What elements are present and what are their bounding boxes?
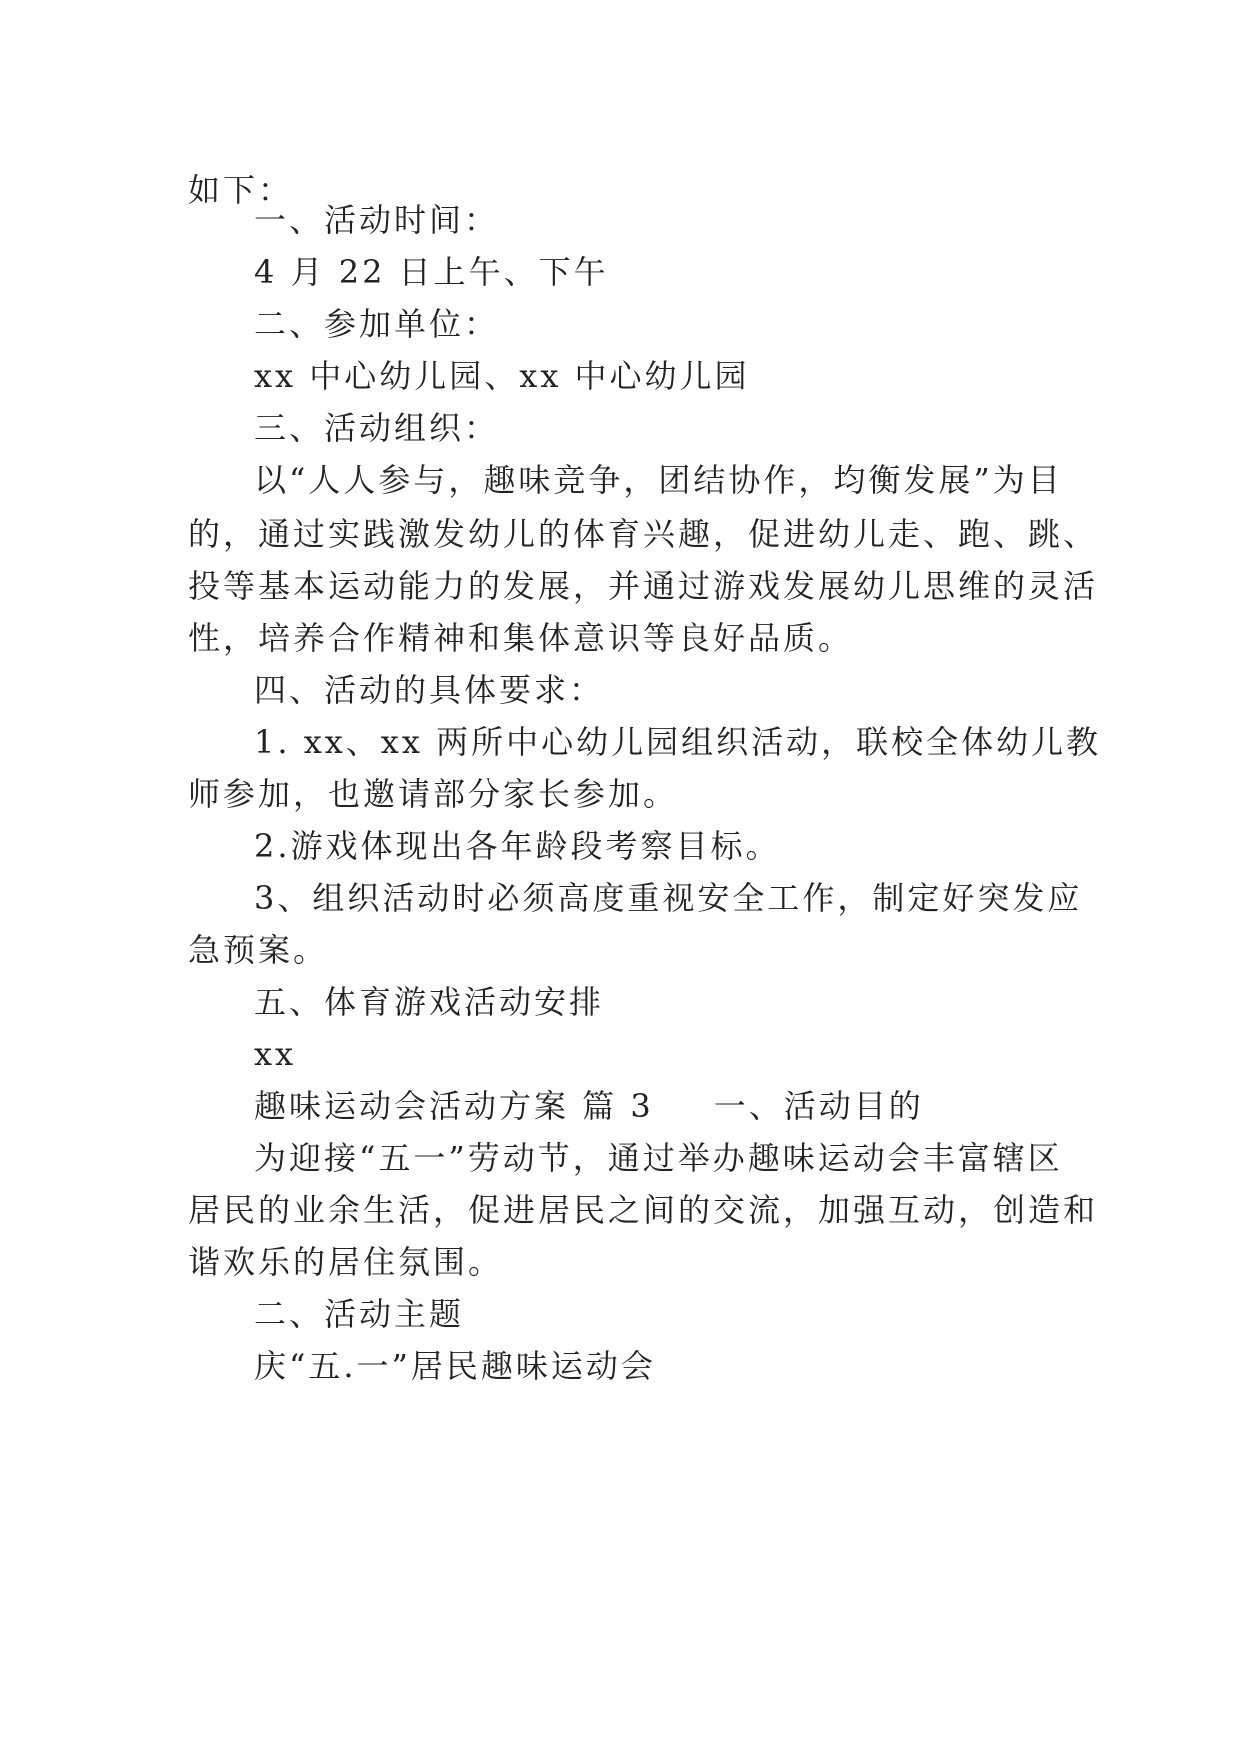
text-line: 如下： (188, 171, 294, 209)
text-line: 庆“五.一”居民趣味运动会 (254, 1347, 656, 1385)
section-heading: 二、活动主题 (254, 1295, 465, 1333)
paragraph-line: 谐欢乐的居住氛围。 (188, 1243, 504, 1281)
paragraph-line: 性，培养合作精神和集体意识等良好品质。 (188, 619, 854, 657)
text-line: 4 月 22 日上午、下午 (254, 253, 609, 291)
paragraph-line: 急预案。 (188, 931, 329, 969)
paragraph-line: 1. xx、xx 两所中心幼儿园组织活动，联校全体幼儿教 (254, 723, 1102, 761)
section-heading: 一、活动目的 (713, 1087, 924, 1125)
section-heading: 一、活动时间： (254, 201, 500, 239)
section-heading: 三、活动组织： (254, 409, 500, 447)
section-heading: 二、参加单位： (254, 305, 500, 343)
text-line: xx 中心幼儿园、xx 中心幼儿园 (254, 357, 750, 395)
paragraph-line: 居民的业余生活，促进居民之间的交流，加强互动，创造和 (188, 1191, 1099, 1229)
text-line: xx (254, 1035, 297, 1073)
paragraph-line: 的，通过实践激发幼儿的体育兴趣，促进幼儿走、跑、跳、 (188, 515, 1099, 553)
section-heading: 四、活动的具体要求： (254, 671, 605, 709)
paragraph-line: 师参加，也邀请部分家长参加。 (188, 775, 679, 813)
section-heading: 五、体育游戏活动安排 (254, 983, 605, 1021)
paragraph-line: 2.游戏体现出各年龄段考察目标。 (254, 827, 781, 865)
paragraph-line: 投等基本运动能力的发展，并通过游戏发展幼儿思维的灵活 (188, 567, 1099, 605)
paragraph-line: 3、组织活动时必须高度重视安全工作，制定好突发应 (254, 879, 1083, 917)
plan-title: 趣味运动会活动方案 篇 3 (254, 1087, 654, 1125)
plan-title-line (254, 1086, 924, 1126)
paragraph-line: 为迎接“五一”劳动节，通过举办趣味运动会丰富辖区 (254, 1139, 1063, 1177)
paragraph-line: 以“人人参与，趣味竞争，团结协作，均衡发展”为目 (254, 461, 1063, 499)
